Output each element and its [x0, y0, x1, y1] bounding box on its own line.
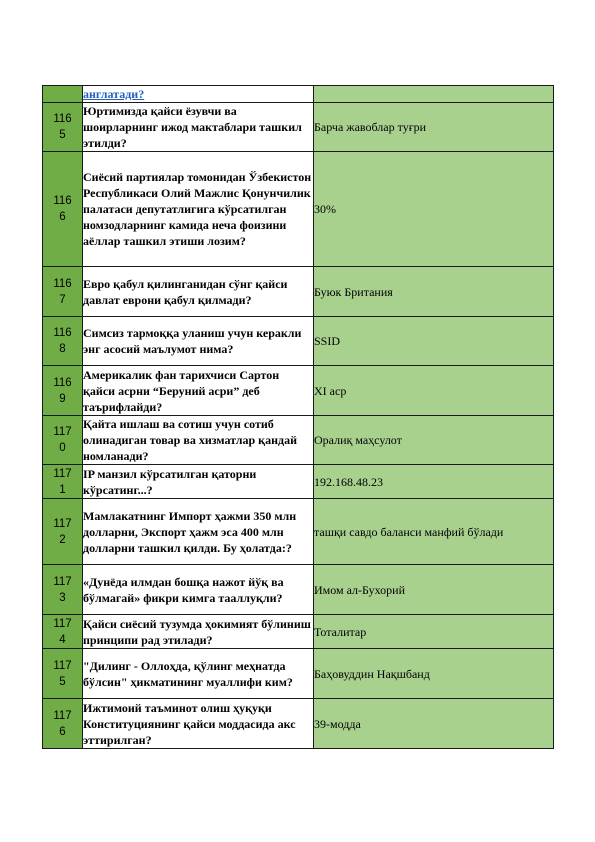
table-row-partial: [43, 86, 554, 103]
question-cell: [83, 86, 314, 103]
row-number: 1175: [43, 649, 83, 699]
answer-cell: ташқи савдо баланси манфий бўлади: [314, 499, 554, 565]
table-row: [43, 499, 554, 565]
table-row: [43, 267, 554, 317]
table-row: [43, 615, 554, 649]
answer-cell: 30%: [314, 152, 554, 267]
question-cell: Қайси сиёсий тузумда ҳокимият бўлиниш принципи рад этилади?: [83, 615, 314, 649]
answer-cell: Имом ал-Бухорий: [314, 565, 554, 615]
question-cell: Қайта ишлаш ва сотиш учун сотиб олинадиган товар ва хизматлар қандай номланади?: [83, 416, 314, 465]
question-cell: «Дунёда илмдан бошқа нажот йўқ ва бўлмагай» фикри кимга тааллуқли?: [83, 565, 314, 615]
row-number: 1172: [43, 499, 83, 565]
question-link[interactable]: англатади?: [83, 87, 145, 101]
answer-cell: Буюк Британия: [314, 267, 554, 317]
row-number: 1168: [43, 317, 83, 366]
table-row: [43, 152, 554, 267]
row-number: 1167: [43, 267, 83, 317]
row-number: 1173: [43, 565, 83, 615]
row-number: 1176: [43, 699, 83, 749]
question-cell: Евро қабул қилинганидан сўнг қайси давлат еврони қабул қилмади?: [83, 267, 314, 317]
row-number: [43, 86, 83, 103]
answer-cell: 39-модда: [314, 699, 554, 749]
row-number: 1174: [43, 615, 83, 649]
answer-cell: [314, 86, 554, 103]
qa-table-body: [43, 86, 554, 749]
question-cell: Америкалик фан тарихчиси Сартон қайси асрни “Беруний асри” деб таърифлайди?: [83, 366, 314, 416]
table-row: [43, 649, 554, 699]
answer-cell: SSID: [314, 317, 554, 366]
row-number: 1170: [43, 416, 83, 465]
question-cell: Ижтимоий таъминот олиш ҳуқуқи Конституциянинг қайси моддасида акс эттирилган?: [83, 699, 314, 749]
question-cell: "Дилинг - Оллоҳда, қўлинг меҳнатда бўлсин" ҳикматининг муаллифи ким?: [83, 649, 314, 699]
row-number: 1171: [43, 465, 83, 499]
table-row: [43, 465, 554, 499]
question-cell: Мамлакатнинг Импорт ҳажми 350 млн долларни, Экспорт ҳажм эса 400 млн долларни ташкил қилди. Бу ҳолатда:?: [83, 499, 314, 565]
answer-cell: XI аср: [314, 366, 554, 416]
question-cell: Сиёсий партиялар томонидан Ўзбекистон Республикаси Олий Мажлис Қонунчилик палатаси депутатлигига кўрсатилган номзодларнинг камида неча фоизини аёллар ташкил этиши лозим?: [83, 152, 314, 267]
table-row: [43, 416, 554, 465]
answer-cell: Тоталитар: [314, 615, 554, 649]
table-row: [43, 699, 554, 749]
answer-cell: Барча жавоблар туғри: [314, 103, 554, 152]
table-row: [43, 103, 554, 152]
table-row: [43, 317, 554, 366]
answer-cell: 192.168.48.23: [314, 465, 554, 499]
row-number: 1169: [43, 366, 83, 416]
row-number: 1165: [43, 103, 83, 152]
table-row: [43, 565, 554, 615]
table-row: [43, 366, 554, 416]
question-cell: Симсиз тармоққа уланиш учун керакли энг асосий маълумот нима?: [83, 317, 314, 366]
qa-table: [42, 85, 554, 749]
question-cell: IP манзил кўрсатилган қаторни кўрсатинг...?: [83, 465, 314, 499]
answer-cell: Оралиқ маҳсулот: [314, 416, 554, 465]
row-number: 1166: [43, 152, 83, 267]
answer-cell: Баҳовуддин Нақшбанд: [314, 649, 554, 699]
question-cell: Юртимизда қайси ёзувчи ва шоирларнинг ижод мактаблари ташкил этилди?: [83, 103, 314, 152]
